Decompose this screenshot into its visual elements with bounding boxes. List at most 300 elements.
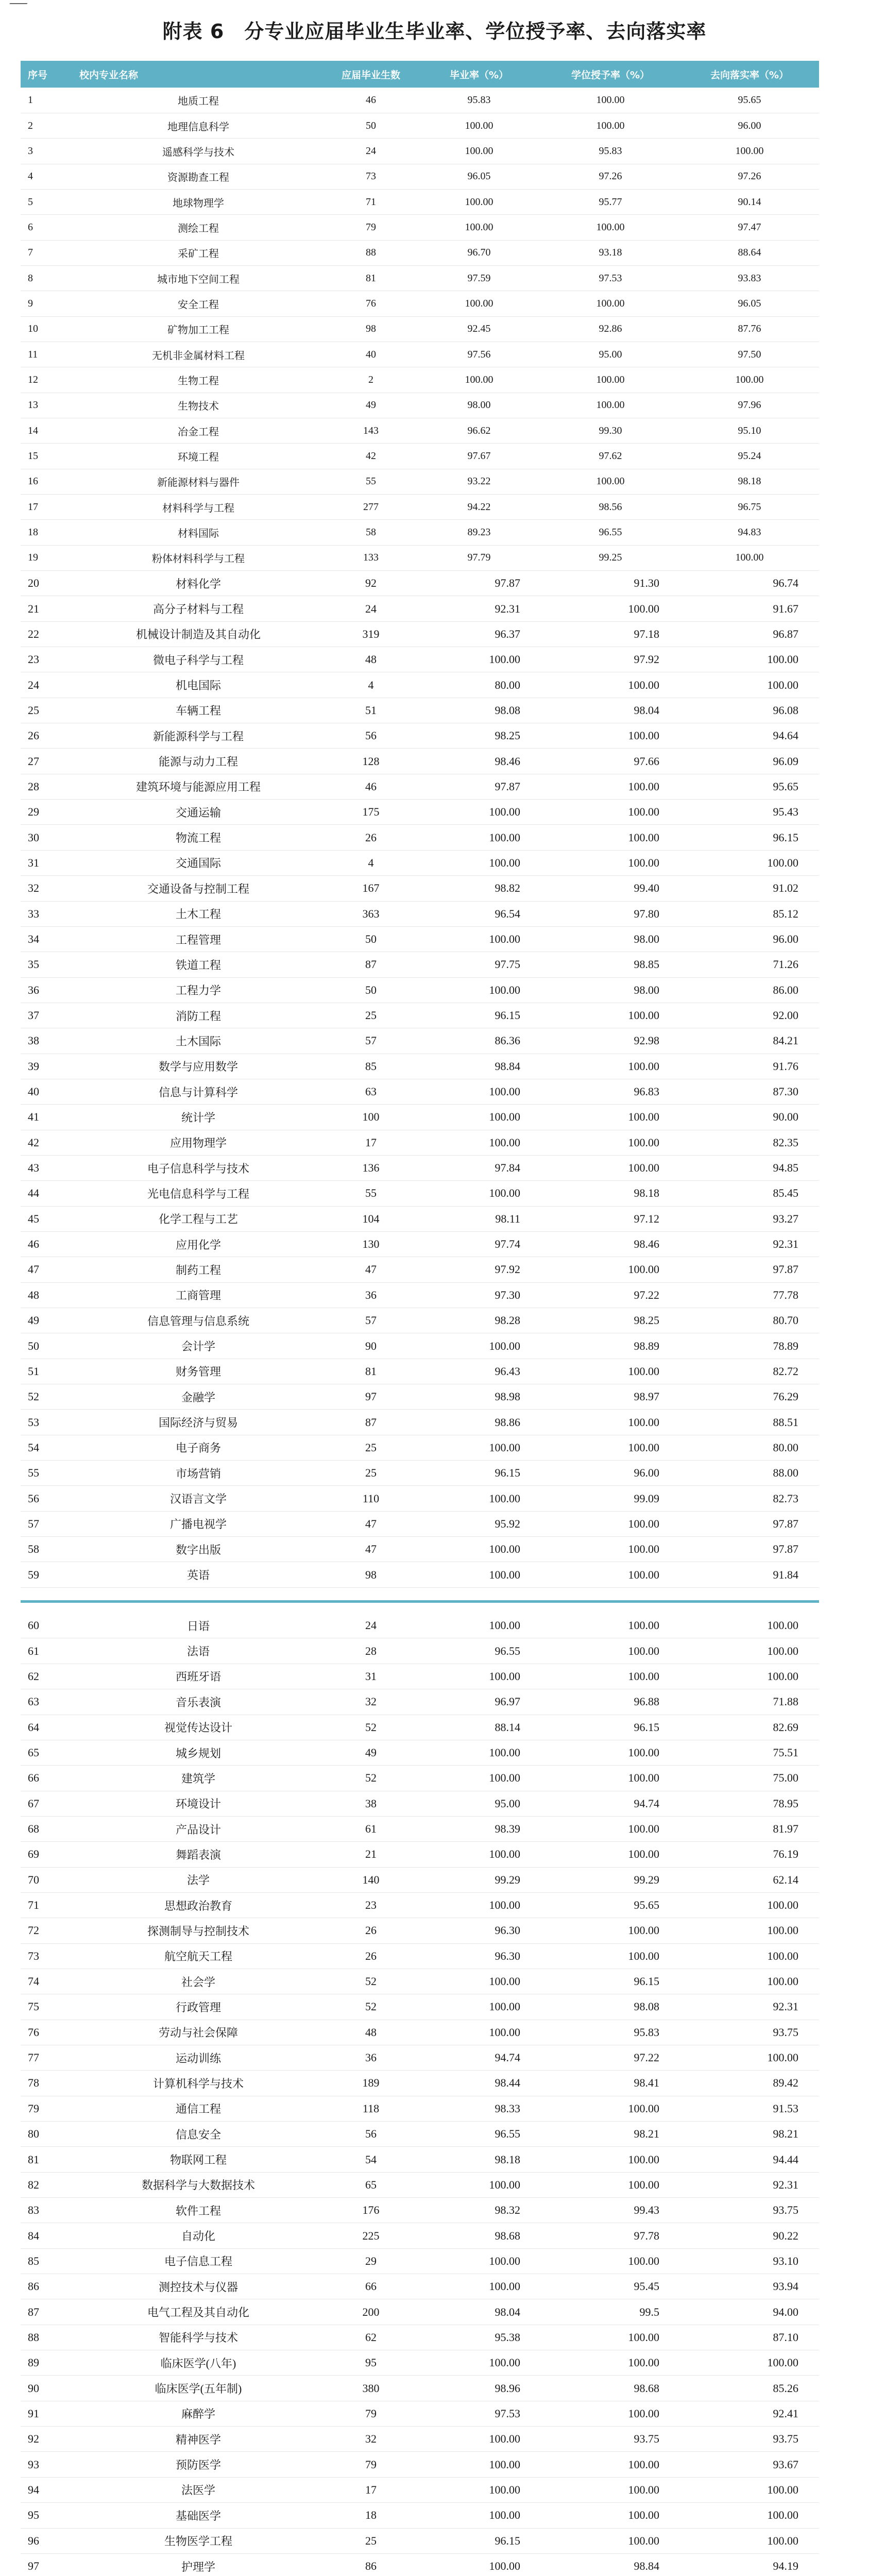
row-no-cell: 49	[21, 1308, 72, 1333]
major-name-cell: 市场营销	[72, 1461, 325, 1486]
row-no-cell: 54	[21, 1435, 72, 1460]
row-no-cell: 86	[21, 2274, 72, 2299]
table-row	[21, 88, 819, 113]
graduation-rate-cell: 98.96	[417, 2376, 541, 2401]
placement-rate-cell: 96.09	[680, 749, 819, 774]
graduation-rate-cell: 97.67	[417, 444, 541, 469]
degree-rate-cell: 100.00	[541, 1918, 680, 1943]
major-name-cell: 信息与计算科学	[72, 1079, 325, 1104]
placement-rate-cell: 88.64	[680, 240, 819, 265]
degree-rate-cell: 100.00	[541, 1766, 680, 1791]
row-no-cell: 93	[21, 2452, 72, 2477]
graduate-count-cell: 76	[325, 291, 417, 316]
row-no-cell: 36	[21, 977, 72, 1003]
placement-rate-cell: 93.75	[680, 2020, 819, 2045]
graduate-count-cell: 24	[325, 139, 417, 164]
degree-rate-cell: 98.18	[541, 1181, 680, 1206]
row-no-cell: 33	[21, 901, 72, 926]
placement-rate-cell: 93.10	[680, 2248, 819, 2274]
table-row	[21, 2528, 819, 2553]
table-row	[21, 1461, 819, 1486]
graduation-rate-cell: 97.87	[417, 774, 541, 799]
graduation-rate-cell: 89.23	[417, 520, 541, 545]
row-no-cell: 97	[21, 2553, 72, 2576]
placement-rate-cell: 100.00	[680, 1613, 819, 1638]
major-name-cell: 生物医学工程	[72, 2528, 325, 2553]
table-row	[21, 2172, 819, 2197]
row-no-cell: 35	[21, 952, 72, 977]
degree-rate-cell: 98.04	[541, 698, 680, 723]
placement-rate-cell: 82.69	[680, 1715, 819, 1740]
graduation-rate-cell: 98.33	[417, 2096, 541, 2121]
table-row	[21, 901, 819, 926]
graduate-count-cell: 52	[325, 1969, 417, 1994]
major-name-cell: 产品设计	[72, 1816, 325, 1841]
row-no-cell: 7	[21, 240, 72, 265]
graduate-count-cell: 56	[325, 723, 417, 749]
graduate-count-cell: 81	[325, 1359, 417, 1384]
placement-rate-cell: 86.00	[680, 977, 819, 1003]
degree-rate-cell: 99.09	[541, 1486, 680, 1511]
major-name-cell: 麻醉学	[72, 2401, 325, 2426]
table-row	[21, 2071, 819, 2096]
row-no-cell: 25	[21, 698, 72, 723]
graduate-count-cell: 48	[325, 2020, 417, 2045]
graduate-count-cell: 17	[325, 2477, 417, 2502]
header-major-name: 校内专业名称	[79, 69, 139, 81]
major-name-cell: 地球物理学	[72, 189, 325, 214]
row-no-cell: 41	[21, 1105, 72, 1130]
graduate-count-cell: 79	[325, 215, 417, 240]
graduation-rate-cell: 100.00	[417, 1740, 541, 1765]
table-row	[21, 1511, 819, 1536]
page-title: 附表 6 分专业应届毕业生毕业率、学位授予率、去向落实率	[162, 20, 707, 43]
degree-rate-cell: 100.00	[541, 1054, 680, 1079]
graduate-count-cell: 42	[325, 444, 417, 469]
placement-rate-cell: 76.29	[680, 1384, 819, 1410]
major-name-cell: 精神医学	[72, 2427, 325, 2452]
table-row	[21, 164, 819, 189]
row-no-cell: 45	[21, 1206, 72, 1231]
major-name-cell: 广播电视学	[72, 1511, 325, 1536]
graduate-count-cell: 25	[325, 1435, 417, 1460]
row-no-cell: 15	[21, 444, 72, 469]
major-name-cell: 电子商务	[72, 1435, 325, 1460]
degree-rate-cell: 100.00	[541, 1943, 680, 1969]
placement-rate-cell: 93.94	[680, 2274, 819, 2299]
graduate-count-cell: 23	[325, 1892, 417, 1918]
major-name-cell: 统计学	[72, 1105, 325, 1130]
row-no-cell: 75	[21, 1994, 72, 2020]
placement-rate-cell: 92.31	[680, 2172, 819, 2197]
graduate-count-cell: 175	[325, 800, 417, 825]
row-no-cell: 20	[21, 571, 72, 596]
table-row	[21, 367, 819, 393]
graduation-rate-cell: 96.62	[417, 418, 541, 443]
graduation-rate-cell: 92.45	[417, 316, 541, 342]
graduation-rate-cell: 98.39	[417, 1816, 541, 1841]
table-row	[21, 2401, 819, 2426]
placement-rate-cell: 93.27	[680, 1206, 819, 1231]
placement-rate-cell: 82.73	[680, 1486, 819, 1511]
major-name-cell: 机电国际	[72, 672, 325, 698]
degree-rate-cell: 100.00	[541, 2528, 680, 2553]
graduation-rate-cell: 100.00	[417, 2503, 541, 2528]
graduation-rate-cell: 100.00	[417, 2452, 541, 2477]
degree-rate-cell: 100.00	[541, 1257, 680, 1282]
major-name-cell: 新能源材料与器件	[72, 469, 325, 494]
major-name-cell: 微电子科学与工程	[72, 647, 325, 672]
degree-rate-cell: 95.00	[541, 342, 680, 367]
degree-rate-cell: 93.18	[541, 240, 680, 265]
placement-rate-cell: 94.64	[680, 723, 819, 749]
major-name-cell: 城市地下空间工程	[72, 265, 325, 291]
degree-rate-cell: 98.25	[541, 1308, 680, 1333]
degree-rate-cell: 100.00	[541, 113, 680, 138]
degree-rate-cell: 100.00	[541, 393, 680, 418]
graduation-rate-cell: 97.87	[417, 571, 541, 596]
row-no-cell: 44	[21, 1181, 72, 1206]
row-no-cell: 96	[21, 2528, 72, 2553]
major-name-cell: 物流工程	[72, 825, 325, 850]
row-no-cell: 87	[21, 2299, 72, 2325]
degree-rate-cell: 98.84	[541, 2553, 680, 2576]
table-row	[21, 1715, 819, 1740]
degree-rate-cell: 95.83	[541, 2020, 680, 2045]
graduation-rate-cell: 97.59	[417, 265, 541, 291]
degree-rate-cell: 98.97	[541, 1384, 680, 1410]
major-name-cell: 数学与应用数学	[72, 1054, 325, 1079]
graduation-rate-cell: 100.00	[417, 2248, 541, 2274]
row-no-cell: 68	[21, 1816, 72, 1841]
row-no-cell: 63	[21, 1689, 72, 1715]
row-no-cell: 60	[21, 1613, 72, 1638]
table-row	[21, 2503, 819, 2528]
placement-rate-cell: 94.00	[680, 2299, 819, 2325]
graduation-rate-cell: 100.00	[417, 1537, 541, 1562]
degree-rate-cell: 100.00	[541, 1842, 680, 1867]
graduate-count-cell: 133	[325, 545, 417, 570]
row-no-cell: 62	[21, 1664, 72, 1689]
major-name-cell: 劳动与社会保障	[72, 2020, 325, 2045]
table-row	[21, 1562, 819, 1587]
degree-rate-cell: 95.83	[541, 139, 680, 164]
placement-rate-cell: 90.22	[680, 2223, 819, 2248]
row-no-cell: 8	[21, 265, 72, 291]
major-name-cell: 冶金工程	[72, 418, 325, 443]
graduation-rate-cell: 96.55	[417, 2122, 541, 2147]
degree-rate-cell: 100.00	[541, 2401, 680, 2426]
major-name-cell: 行政管理	[72, 1994, 325, 2020]
placement-rate-cell: 93.83	[680, 265, 819, 291]
major-name-cell: 电子信息工程	[72, 2248, 325, 2274]
table-row	[21, 1028, 819, 1054]
graduate-count-cell: 73	[325, 164, 417, 189]
placement-rate-cell: 92.31	[680, 1231, 819, 1257]
graduate-count-cell: 47	[325, 1511, 417, 1536]
table-row	[21, 1257, 819, 1282]
degree-rate-cell: 100.00	[541, 291, 680, 316]
graduation-rate-cell: 96.43	[417, 1359, 541, 1384]
row-no-cell: 70	[21, 1867, 72, 1892]
graduate-count-cell: 100	[325, 1105, 417, 1130]
table-row	[21, 2020, 819, 2045]
degree-rate-cell: 100.00	[541, 2172, 680, 2197]
table-row	[21, 1359, 819, 1384]
placement-rate-cell: 95.65	[680, 774, 819, 799]
major-name-cell: 工程管理	[72, 926, 325, 952]
graduation-rate-cell: 100.00	[417, 1333, 541, 1359]
degree-rate-cell: 98.89	[541, 1333, 680, 1359]
degree-rate-cell: 100.00	[541, 1410, 680, 1435]
graduation-rate-cell: 92.31	[417, 596, 541, 621]
graduate-count-cell: 167	[325, 876, 417, 901]
row-no-cell: 74	[21, 1969, 72, 1994]
table-row	[21, 647, 819, 672]
graduate-count-cell: 38	[325, 1791, 417, 1816]
degree-rate-cell: 100.00	[541, 1537, 680, 1562]
graduation-rate-cell: 100.00	[417, 1486, 541, 1511]
graduate-count-cell: 29	[325, 2248, 417, 2274]
placement-rate-cell: 85.45	[680, 1181, 819, 1206]
row-no-cell: 67	[21, 1791, 72, 1816]
table-row	[21, 393, 819, 418]
placement-rate-cell: 77.78	[680, 1282, 819, 1308]
major-name-cell: 物联网工程	[72, 2147, 325, 2172]
table-row	[21, 316, 819, 342]
graduation-rate-cell: 97.92	[417, 1257, 541, 1282]
major-name-cell: 应用化学	[72, 1231, 325, 1257]
degree-rate-cell: 95.65	[541, 1892, 680, 1918]
placement-rate-cell: 100.00	[680, 1943, 819, 1969]
graduate-count-cell: 56	[325, 2122, 417, 2147]
placement-rate-cell: 71.26	[680, 952, 819, 977]
table-row	[21, 2376, 819, 2401]
row-no-cell: 30	[21, 825, 72, 850]
graduation-rate-cell: 80.00	[417, 672, 541, 698]
graduation-rate-cell: 96.30	[417, 1918, 541, 1943]
degree-rate-cell: 97.66	[541, 749, 680, 774]
major-name-cell: 材料科学与工程	[72, 495, 325, 520]
placement-rate-cell: 75.51	[680, 1740, 819, 1765]
table-row	[21, 2325, 819, 2350]
placement-rate-cell: 96.75	[680, 495, 819, 520]
placement-rate-cell: 98.18	[680, 469, 819, 494]
graduation-rate-cell: 94.22	[417, 495, 541, 520]
major-name-cell: 法学	[72, 1867, 325, 1892]
row-no-cell: 34	[21, 926, 72, 952]
row-no-cell: 56	[21, 1486, 72, 1511]
major-name-cell: 测控技术与仪器	[72, 2274, 325, 2299]
placement-rate-cell: 94.44	[680, 2147, 819, 2172]
table-row	[21, 1435, 819, 1460]
graduate-count-cell: 130	[325, 1231, 417, 1257]
graduation-rate-cell: 97.74	[417, 1231, 541, 1257]
row-no-cell: 13	[21, 393, 72, 418]
row-no-cell: 55	[21, 1461, 72, 1486]
section-divider-cell	[21, 1587, 819, 1613]
row-no-cell: 5	[21, 189, 72, 214]
graduate-count-cell: 50	[325, 926, 417, 952]
placement-rate-cell: 88.00	[680, 1461, 819, 1486]
table-row	[21, 698, 819, 723]
row-no-cell: 12	[21, 367, 72, 393]
degree-rate-cell: 98.00	[541, 977, 680, 1003]
placement-rate-cell: 97.50	[680, 342, 819, 367]
degree-rate-cell: 96.15	[541, 1715, 680, 1740]
degree-rate-cell: 97.92	[541, 647, 680, 672]
graduate-count-cell: 380	[325, 2376, 417, 2401]
graduate-count-cell: 143	[325, 418, 417, 443]
placement-rate-cell: 95.43	[680, 800, 819, 825]
graduation-rate-cell: 97.75	[417, 952, 541, 977]
graduate-count-cell: 17	[325, 1130, 417, 1155]
row-no-cell: 82	[21, 2172, 72, 2197]
table-row	[21, 672, 819, 698]
degree-rate-cell: 97.26	[541, 164, 680, 189]
table-row	[21, 571, 819, 596]
table-row	[21, 2198, 819, 2223]
major-name-cell: 数据科学与大数据技术	[72, 2172, 325, 2197]
row-no-cell: 37	[21, 1003, 72, 1028]
graduate-count-cell: 81	[325, 265, 417, 291]
graduation-rate-cell: 98.00	[417, 393, 541, 418]
placement-rate-cell: 95.65	[680, 88, 819, 113]
major-name-cell: 信息安全	[72, 2122, 325, 2147]
table-row	[21, 2452, 819, 2477]
table-row	[21, 1740, 819, 1765]
degree-rate-cell: 100.00	[541, 2350, 680, 2376]
row-no-cell: 57	[21, 1511, 72, 1536]
graduate-count-cell: 18	[325, 2503, 417, 2528]
row-no-cell: 9	[21, 291, 72, 316]
row-no-cell: 17	[21, 495, 72, 520]
degree-rate-cell: 98.56	[541, 495, 680, 520]
table-row	[21, 2274, 819, 2299]
placement-rate-cell: 85.12	[680, 901, 819, 926]
row-no-cell: 23	[21, 647, 72, 672]
table-row	[21, 850, 819, 875]
major-name-cell: 汉语言文学	[72, 1486, 325, 1511]
graduation-rate-cell: 100.00	[417, 1435, 541, 1460]
graduate-count-cell: 47	[325, 1537, 417, 1562]
degree-rate-cell: 98.85	[541, 952, 680, 977]
degree-rate-cell: 99.5	[541, 2299, 680, 2325]
major-name-cell: 数字出版	[72, 1537, 325, 1562]
major-name-cell: 粉体材料科学与工程	[72, 545, 325, 570]
major-name-cell: 社会学	[72, 1969, 325, 1994]
major-name-cell: 消防工程	[72, 1003, 325, 1028]
major-name-cell: 计算机科学与技术	[72, 2071, 325, 2096]
row-no-cell: 39	[21, 1054, 72, 1079]
graduate-count-cell: 46	[325, 774, 417, 799]
table-row	[21, 1537, 819, 1562]
placement-rate-cell: 100.00	[680, 672, 819, 698]
degree-rate-cell: 99.40	[541, 876, 680, 901]
degree-rate-cell: 100.00	[541, 1562, 680, 1587]
row-no-cell: 19	[21, 545, 72, 570]
major-name-cell: 思想政治教育	[72, 1892, 325, 1918]
major-name-cell: 土木工程	[72, 901, 325, 926]
table-row	[21, 723, 819, 749]
major-name-cell: 工商管理	[72, 1282, 325, 1308]
graduate-count-cell: 2	[325, 367, 417, 393]
degree-rate-cell: 100.00	[541, 2452, 680, 2477]
placement-rate-cell: 80.00	[680, 1435, 819, 1460]
header-no: 序号	[28, 69, 48, 81]
graduation-rate-cell: 100.00	[417, 1969, 541, 1994]
row-no-cell: 38	[21, 1028, 72, 1054]
graduate-count-cell: 61	[325, 1816, 417, 1841]
graduation-rate-cell: 100.00	[417, 1766, 541, 1791]
row-no-cell: 79	[21, 2096, 72, 2121]
graduate-count-cell: 136	[325, 1155, 417, 1180]
table-row	[21, 444, 819, 469]
placement-rate-cell: 100.00	[680, 2477, 819, 2502]
graduate-count-cell: 140	[325, 1867, 417, 1892]
degree-rate-cell: 95.45	[541, 2274, 680, 2299]
row-no-cell: 80	[21, 2122, 72, 2147]
table-row	[21, 545, 819, 570]
major-name-cell: 法语	[72, 1638, 325, 1664]
table-row	[21, 2248, 819, 2274]
graduation-rate-cell: 100.00	[417, 1079, 541, 1104]
graduation-rate-cell: 98.84	[417, 1054, 541, 1079]
header-graduate-count: 应届毕业生数	[341, 69, 400, 81]
table-row	[21, 1282, 819, 1308]
graduate-count-cell: 71	[325, 189, 417, 214]
placement-rate-cell: 97.47	[680, 215, 819, 240]
degree-rate-cell: 100.00	[541, 825, 680, 850]
graduation-rate-cell: 98.68	[417, 2223, 541, 2248]
table-row	[21, 1003, 819, 1028]
major-name-cell: 电子信息科学与技术	[72, 1155, 325, 1180]
table-row	[21, 1486, 819, 1511]
section-divider-bar	[21, 1600, 819, 1603]
degree-rate-cell: 97.22	[541, 2045, 680, 2070]
row-no-cell: 85	[21, 2248, 72, 2274]
degree-rate-cell: 94.74	[541, 1791, 680, 1816]
header-placement-rate: 去向落实率（%）	[710, 69, 789, 81]
table-row	[21, 2299, 819, 2325]
graduation-rate-cell: 100.00	[417, 850, 541, 875]
graduate-count-cell: 48	[325, 647, 417, 672]
table-row	[21, 749, 819, 774]
placement-rate-cell: 82.35	[680, 1130, 819, 1155]
row-no-cell: 61	[21, 1638, 72, 1664]
table-row	[21, 1181, 819, 1206]
table-row	[21, 621, 819, 647]
graduate-count-cell: 28	[325, 1638, 417, 1664]
page-corner-mark	[9, 3, 28, 6]
graduation-rate-cell: 100.00	[417, 2350, 541, 2376]
graduate-count-cell: 319	[325, 621, 417, 647]
graduation-rate-cell: 100.00	[417, 1664, 541, 1689]
table-row	[21, 1969, 819, 1994]
graduate-count-cell: 52	[325, 1766, 417, 1791]
graduation-rate-cell: 98.32	[417, 2198, 541, 2223]
table-body	[21, 88, 819, 2576]
table-row	[21, 1918, 819, 1943]
row-no-cell: 69	[21, 1842, 72, 1867]
graduation-rate-cell: 100.00	[417, 1842, 541, 1867]
placement-rate-cell: 76.19	[680, 1842, 819, 1867]
graduation-rate-cell: 100.00	[417, 2553, 541, 2576]
graduation-rate-cell: 94.74	[417, 2045, 541, 2070]
graduation-rate-cell: 100.00	[417, 367, 541, 393]
degree-rate-cell: 97.53	[541, 265, 680, 291]
table-row	[21, 2427, 819, 2452]
